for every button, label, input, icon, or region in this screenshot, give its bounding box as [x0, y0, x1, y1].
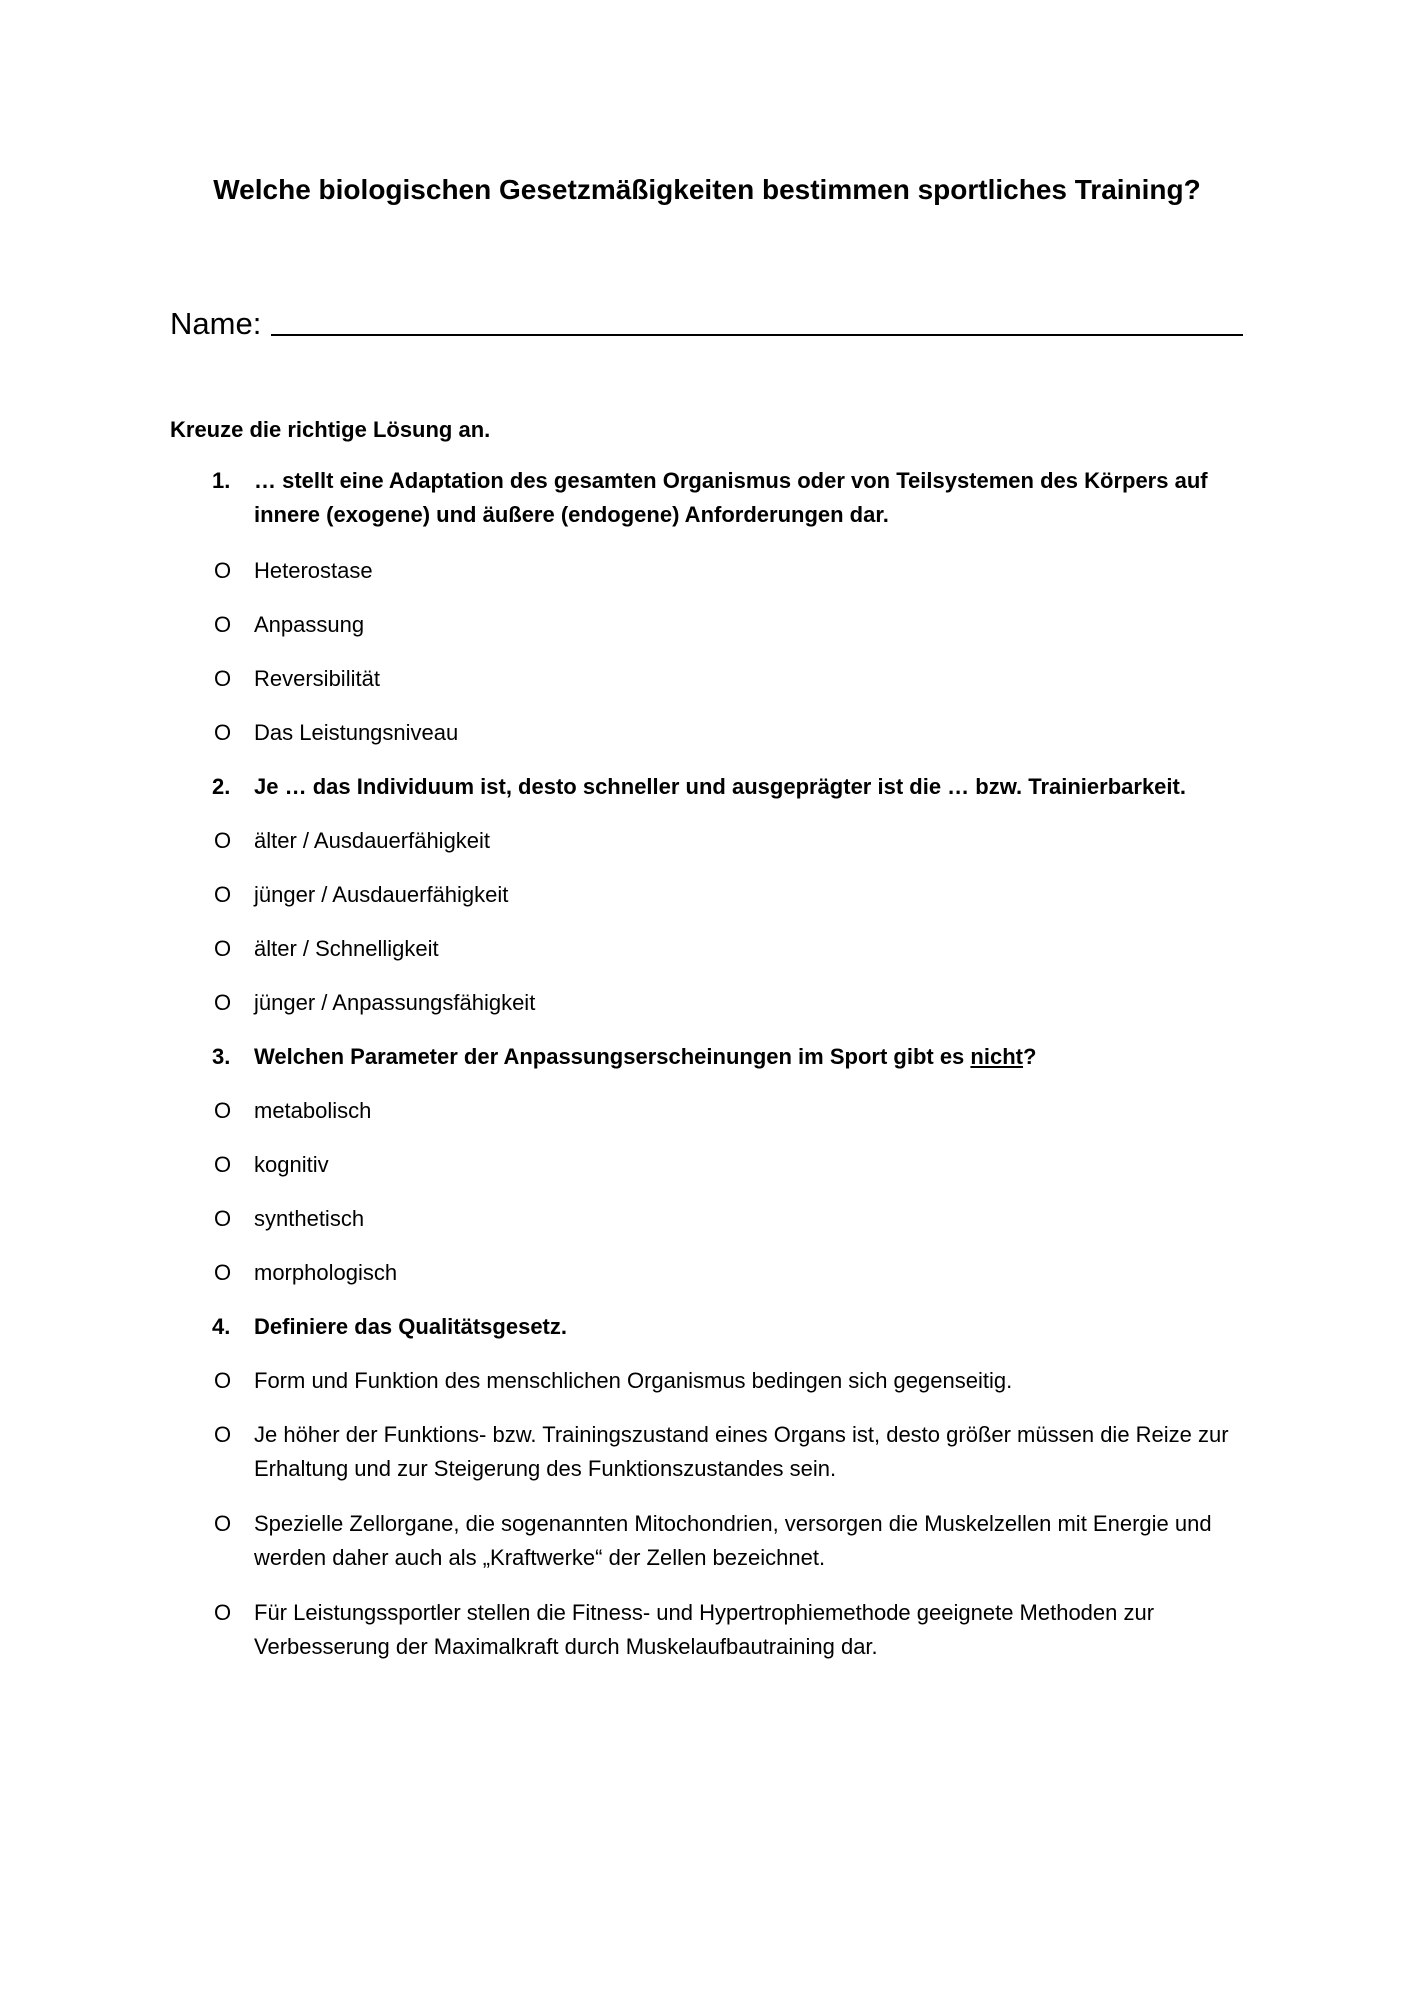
answer-option[interactable] — [214, 1094, 1274, 1128]
option-label: Form und Funktion des menschlichen Organismus bedingen sich gegenseitig. — [254, 1368, 1013, 1393]
checkbox-circle-icon[interactable]: O — [214, 558, 232, 583]
question-number: 4. — [212, 1314, 231, 1339]
answer-option[interactable] — [214, 716, 1274, 750]
checkbox-circle-icon[interactable]: O — [214, 936, 232, 961]
checkbox-circle-icon[interactable]: O — [214, 1152, 232, 1177]
question-2 — [212, 770, 1272, 804]
checkbox-circle-icon[interactable]: O — [214, 1260, 232, 1285]
checkbox-circle-icon[interactable]: O — [214, 720, 232, 745]
option-label: älter / Ausdauerfähigkeit — [254, 828, 491, 853]
checkbox-circle-icon[interactable]: O — [214, 1511, 232, 1536]
question-number: 1. — [212, 468, 231, 493]
option-label: älter / Schnelligkeit — [254, 936, 439, 961]
question-number: 3. — [212, 1044, 231, 1069]
checkbox-circle-icon[interactable]: O — [214, 828, 232, 853]
answer-option[interactable] — [214, 608, 1274, 642]
answer-option[interactable] — [214, 986, 1274, 1020]
checkbox-circle-icon[interactable]: O — [214, 990, 232, 1015]
question-text: Definiere das Qualitätsgesetz. — [254, 1314, 567, 1339]
answer-option[interactable] — [214, 1418, 1274, 1486]
answer-option[interactable] — [214, 1507, 1274, 1575]
name-field[interactable] — [271, 302, 1243, 336]
underlined-word: nicht — [970, 1044, 1023, 1069]
option-label: metabolisch — [254, 1098, 372, 1123]
option-label: morphologisch — [254, 1260, 398, 1285]
question-3 — [212, 1040, 1272, 1074]
option-label: Anpassung — [254, 612, 365, 637]
checkbox-circle-icon[interactable]: O — [214, 666, 232, 691]
checkbox-circle-icon[interactable]: O — [214, 1600, 232, 1625]
answer-option[interactable] — [214, 1202, 1274, 1236]
instruction-text: Kreuze die richtige Lösung an. — [170, 417, 491, 442]
question-1 — [212, 464, 1272, 532]
checkbox-circle-icon[interactable]: O — [214, 612, 232, 637]
answer-option[interactable] — [214, 1596, 1274, 1664]
option-label: Für Leistungssportler stellen die Fitness- und Hypertrophiemethode geeignete Methoden zur Verbesserung der Maximalkraft durch Muskelaufbautraining dar. — [254, 1600, 1155, 1659]
question-number: 2. — [212, 774, 231, 799]
answer-option[interactable] — [214, 1256, 1274, 1290]
option-label: jünger / Anpassungsfähigkeit — [254, 990, 536, 1015]
checkbox-circle-icon[interactable]: O — [214, 1368, 232, 1393]
option-label: Spezielle Zellorgane, die sogenannten Mitochondrien, versorgen die Muskelzellen mit Energie und werden daher auch als „Kraftwerke“ der Zellen bezeichnet. — [254, 1511, 1212, 1570]
option-label: kognitiv — [254, 1152, 329, 1177]
question-text: Welchen Parameter der Anpassungserscheinungen im Sport gibt es nicht? — [254, 1044, 1037, 1069]
option-label: Das Leistungsniveau — [254, 720, 459, 745]
question-4 — [212, 1310, 1272, 1344]
answer-option[interactable] — [214, 1148, 1274, 1182]
answer-option[interactable] — [214, 554, 1274, 588]
option-label: Heterostase — [254, 558, 373, 583]
option-label: synthetisch — [254, 1206, 365, 1231]
option-label: Je höher der Funktions- bzw. Trainingszustand eines Organs ist, desto größer müssen die Reize zur Erhaltung und zur Steigerung des Funktionszustandes sein. — [254, 1422, 1229, 1481]
question-text: … stellt eine Adaptation des gesamten Organismus oder von Teilsystemen des Körpers auf innere (exogene) und äußere (endogene) Anforderungen dar. — [254, 468, 1208, 527]
answer-option[interactable] — [214, 662, 1274, 696]
question-text: Je … das Individuum ist, desto schneller und ausgeprägter ist die … bzw. Trainierbarkeit. — [254, 774, 1186, 799]
checkbox-circle-icon[interactable]: O — [214, 1422, 232, 1447]
checkbox-circle-icon[interactable]: O — [214, 1098, 232, 1123]
page-title: Welche biologischen Gesetzmäßigkeiten bestimmen sportliches Training? — [213, 174, 1201, 205]
option-label: Reversibilität — [254, 666, 380, 691]
answer-option[interactable] — [214, 932, 1274, 966]
answer-option[interactable] — [214, 1364, 1274, 1398]
checkbox-circle-icon[interactable]: O — [214, 882, 232, 907]
name-label: Name: — [170, 306, 262, 341]
name-field-row — [170, 296, 1250, 344]
checkbox-circle-icon[interactable]: O — [214, 1206, 232, 1231]
answer-option[interactable] — [214, 878, 1274, 912]
option-label: jünger / Ausdauerfähigkeit — [254, 882, 509, 907]
answer-option[interactable] — [214, 824, 1274, 858]
